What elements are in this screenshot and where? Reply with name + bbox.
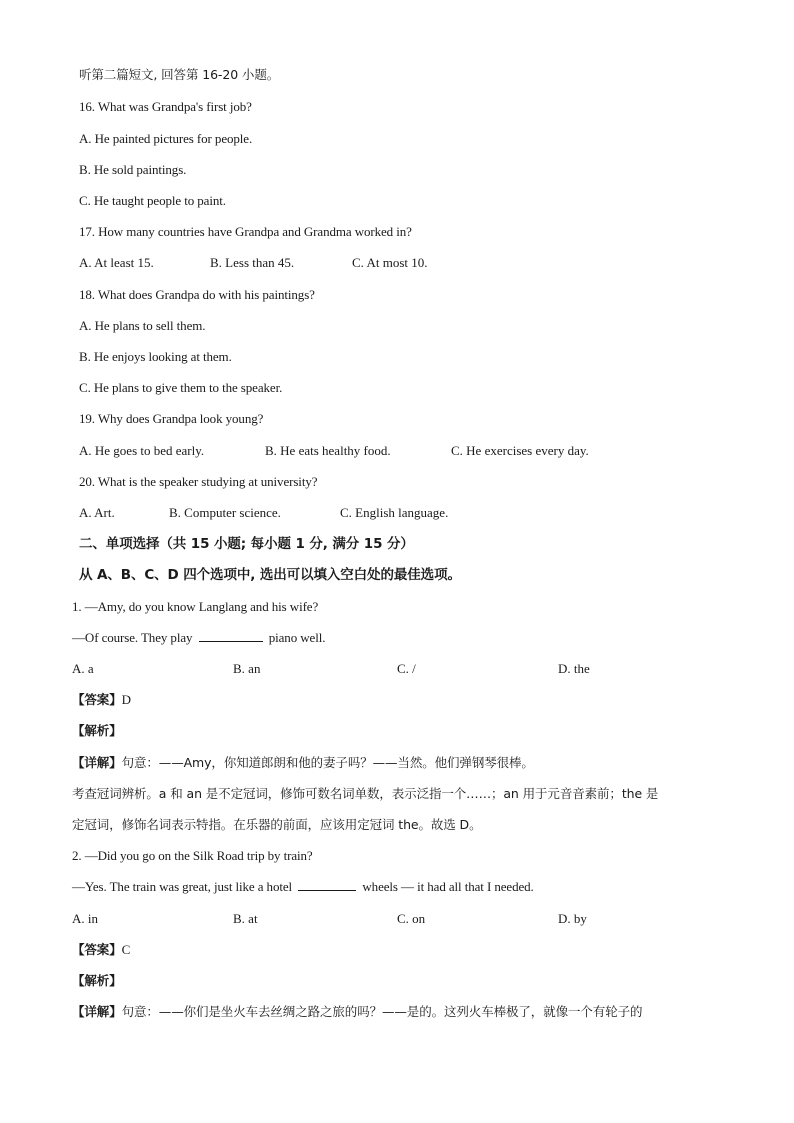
item-2-blank <box>298 878 356 891</box>
item-2-question: 2. —Did you go on the Silk Road trip by train? <box>72 848 313 863</box>
item-2-text-before-blank: —Yes. The train was great, just like a hotel <box>72 879 293 894</box>
question-16-option-c: C. He taught people to paint. <box>79 193 226 208</box>
item-1-question: 1. —Amy, do you know Langlang and his wife? <box>72 599 319 614</box>
question-18-option-a: A. He plans to sell them. <box>79 318 206 333</box>
item-2-option-a: A. in <box>72 911 98 926</box>
item-2-detail-label: 【详解】 <box>72 1004 122 1019</box>
item-1-answer-label: 【答案】 <box>72 692 122 707</box>
question-20-option-a: A. Art. <box>79 505 115 520</box>
item-2-answer-value: C <box>121 942 131 957</box>
question-19-option-c: C. He exercises every day. <box>451 443 589 458</box>
question-19-option-a: A. He goes to bed early. <box>79 443 205 458</box>
section-2-heading: 二、单项选择（共 15 小题; 每小题 1 分, 满分 15 分） <box>79 536 414 552</box>
question-18-option-b: B. He enjoys looking at them. <box>79 349 232 364</box>
question-16-option-a: A. He painted pictures for people. <box>79 131 253 146</box>
item-2-answer-label: 【答案】 <box>72 942 122 957</box>
question-18-option-c: C. He plans to give them to the speaker. <box>79 380 283 395</box>
item-1-answer <box>72 691 131 709</box>
item-2-analysis-label: 【解析】 <box>72 973 122 988</box>
item-1-option-d: D. the <box>558 661 590 676</box>
question-20-option-b: B. Computer science. <box>169 505 281 520</box>
item-2-detail-line-1: 句意：——你们是坐火车去丝绸之路之旅的吗？——是的。这列火车棒极了，就像一个有轮子的 <box>121 1004 643 1019</box>
item-2-option-d: D. by <box>558 911 587 926</box>
item-1-detail <box>72 754 534 772</box>
item-1-option-c: C. / <box>397 661 416 676</box>
item-1-option-b: B. an <box>233 661 261 676</box>
question-17-option-c: C. At most 10. <box>352 255 428 270</box>
item-2-answer <box>72 941 130 959</box>
section-intro: 听第二篇短文, 回答第 16-20 小题。 <box>79 67 280 82</box>
item-1-detail-label: 【详解】 <box>72 755 122 770</box>
item-1-detail-line-1: 句意：——Amy，你知道郎朗和他的妻子吗？——当然。他们弹钢琴很棒。 <box>121 755 534 770</box>
question-17-stem: 17. How many countries have Grandpa and Grandma worked in? <box>79 224 412 239</box>
question-17-option-b: B. Less than 45. <box>210 255 295 270</box>
item-1-answer-value: D <box>121 692 131 707</box>
question-17-option-a: A. At least 15. <box>79 255 154 270</box>
item-1-text-after-blank: piano well. <box>268 630 326 645</box>
item-1-detail-line-3: 定冠词，修饰名词表示特指。在乐器的前面，应该用定冠词 the。故选 D。 <box>72 817 482 832</box>
item-1-analysis-label: 【解析】 <box>72 723 122 738</box>
question-20-stem: 20. What is the speaker studying at university? <box>79 474 318 489</box>
item-2-text-after-blank: wheels — it had all that I needed. <box>362 879 534 894</box>
question-18-stem: 18. What does Grandpa do with his paintings? <box>79 287 315 302</box>
item-1-detail-line-2: 考查冠词辨析。a 和 an 是不定冠词，修饰可数名词单数，表示泛指一个……；an 用于元音音素前；the 是 <box>72 786 659 801</box>
item-1-dialogue-line <box>72 629 325 647</box>
item-1-blank <box>199 629 263 642</box>
item-2-option-b: B. at <box>233 911 258 926</box>
item-2-dialogue-line <box>72 878 534 896</box>
question-19-option-b: B. He eats healthy food. <box>265 443 391 458</box>
item-2-detail <box>72 1003 642 1021</box>
item-2-option-c: C. on <box>397 911 426 926</box>
section-2-instruction: 从 A、B、C、D 四个选项中, 选出可以填入空白处的最佳选项。 <box>79 567 461 583</box>
question-16-stem: 16. What was Grandpa's first job? <box>79 99 252 114</box>
question-20-option-c: C. English language. <box>340 505 449 520</box>
question-16-option-b: B. He sold paintings. <box>79 162 187 177</box>
item-1-text-before-blank: —Of course. They play <box>72 630 193 645</box>
item-1-option-a: A. a <box>72 661 94 676</box>
question-19-stem: 19. Why does Grandpa look young? <box>79 411 264 426</box>
